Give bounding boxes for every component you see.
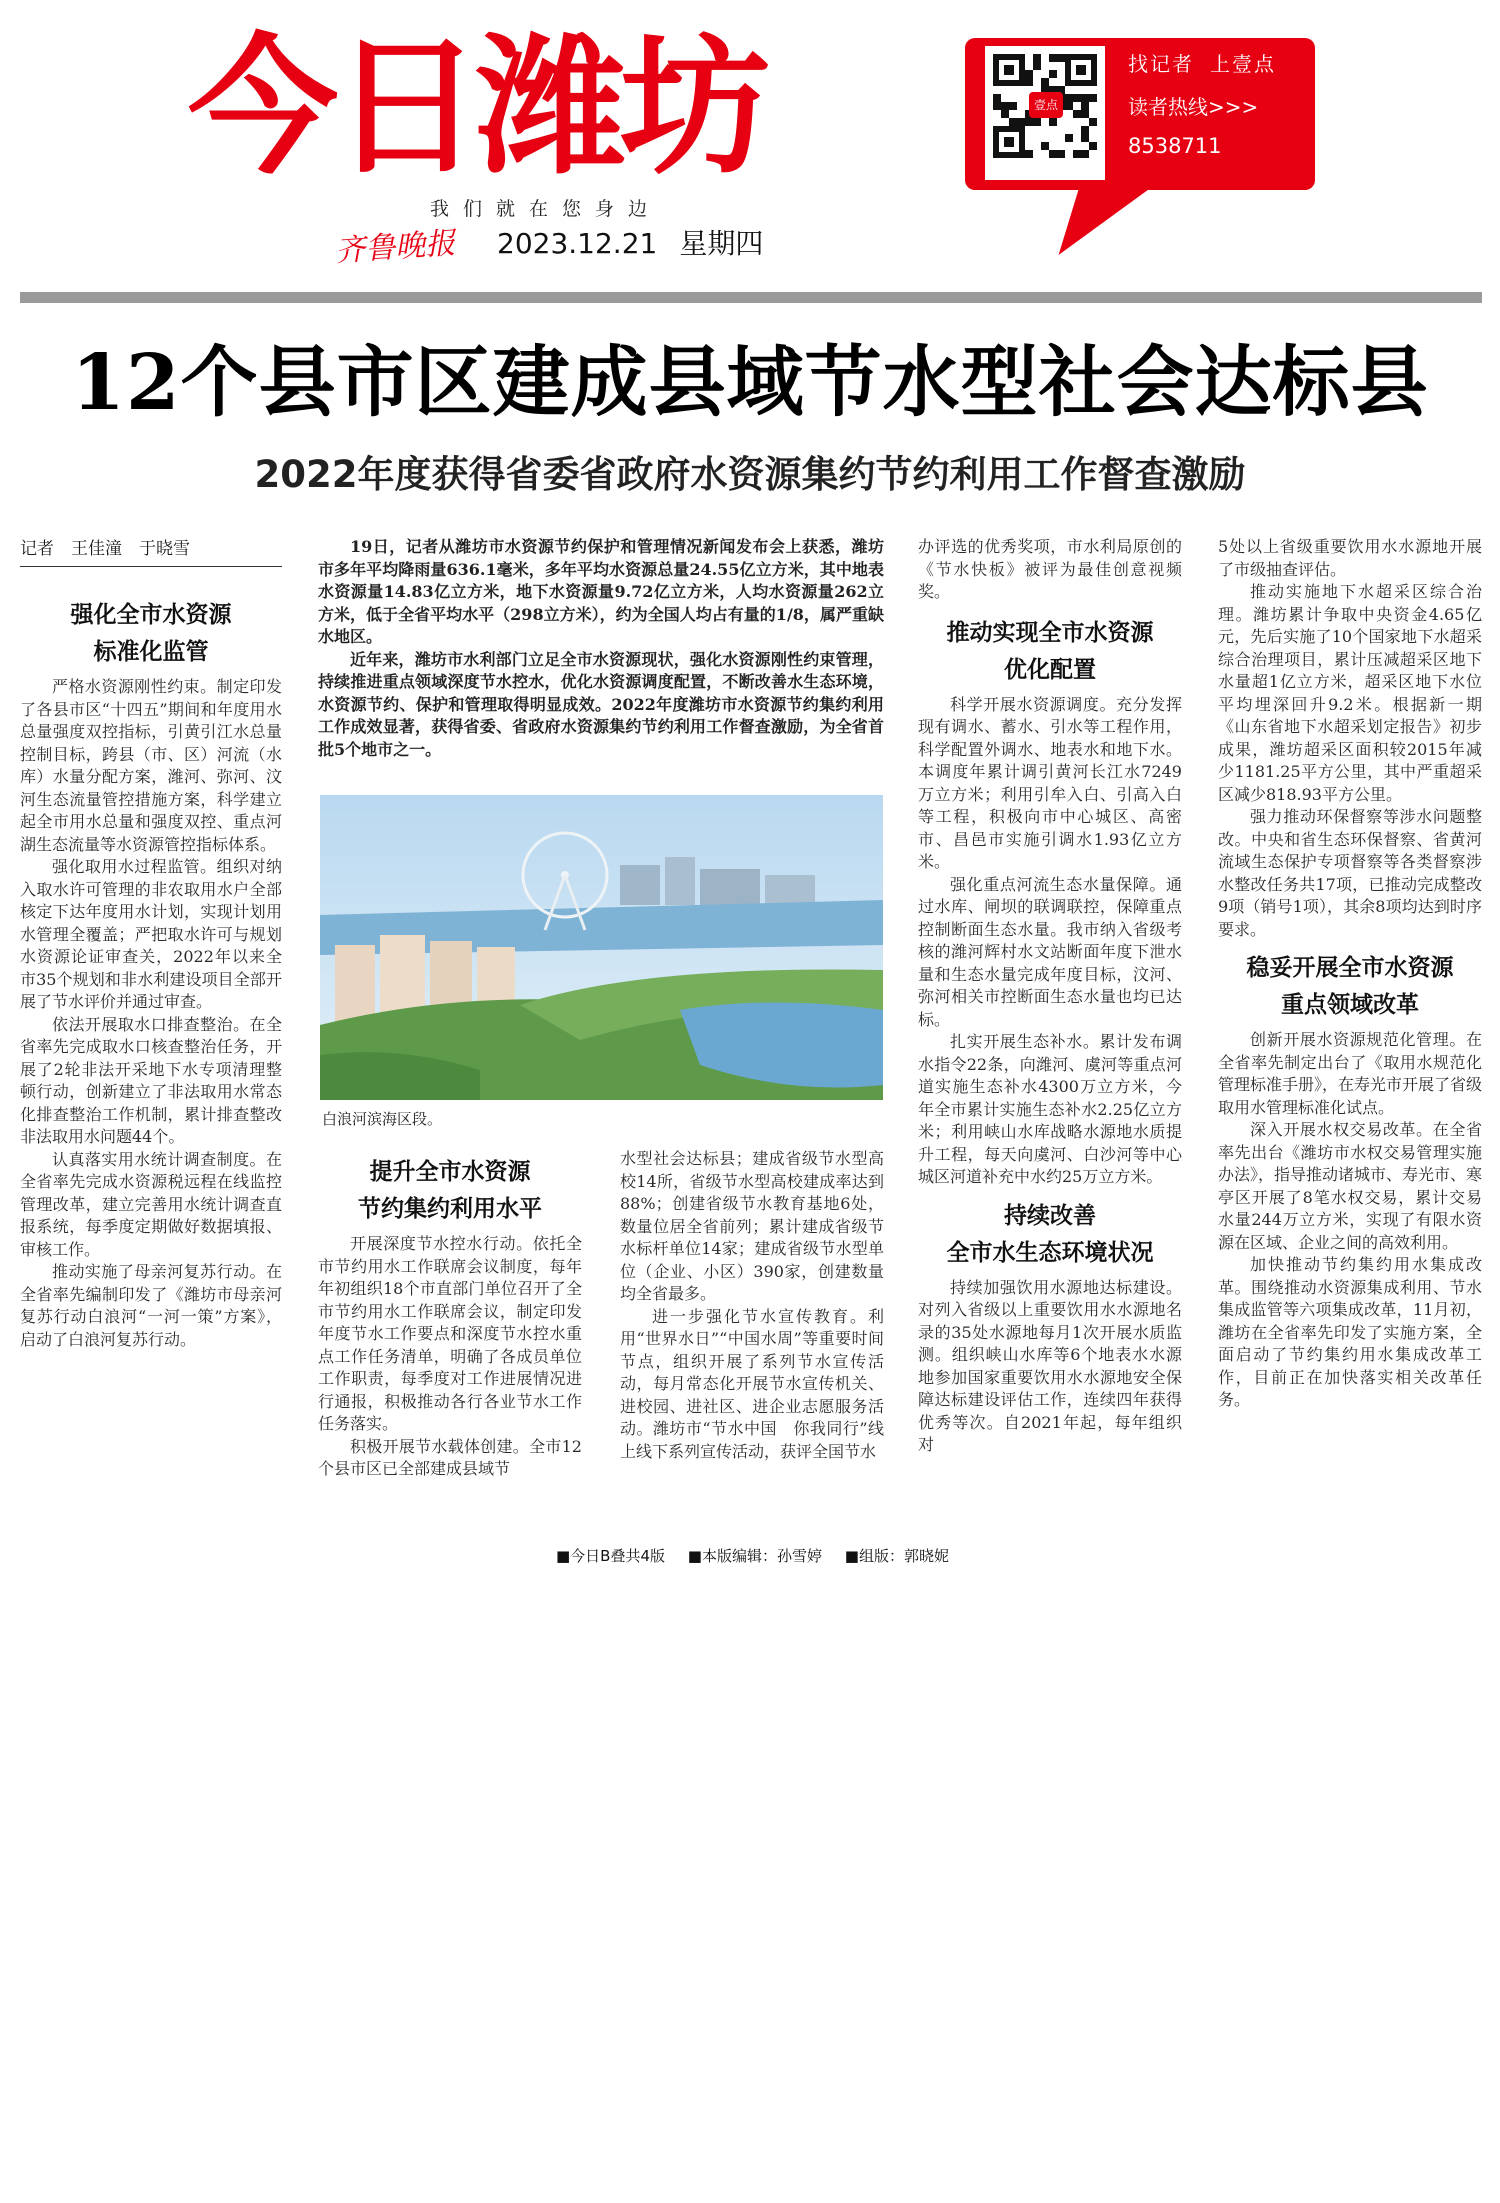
promo-text	[1128, 48, 1308, 158]
article-subheadline: 2022年度获得省委省政府水资源集约节约利用工作督查激励	[254, 453, 1246, 496]
qr-finder-icon	[993, 126, 1025, 158]
body-paragraph: 科学开展水资源调度。充分发挥现有调水、蓄水、引水等工程作用，科学配置外调水、地表水和地下水。本调度年累计调引黄河长江水7249万立方米；利用引牟入白、引高入白等工程，积极向市中心城区、高密市、昌邑市实施引调水1.93亿立方米。	[918, 694, 1182, 871]
issue-date	[497, 222, 763, 262]
article-column-3	[620, 1148, 884, 1463]
newspaper-logo-title: 今日潍坊	[188, 21, 765, 195]
article-column-2	[318, 1153, 582, 1481]
weekday-text: 星期四	[679, 227, 764, 260]
photo-caption: 白浪河滨海区段。	[322, 1110, 443, 1128]
article-column-4	[918, 536, 1182, 1457]
body-paragraph: 推动实施地下水超采区综合治理。潍坊累计争取中央资金4.65亿元，先后实施了10个国家地下水超采综合治理项目，累计压减超采区地下水量超1亿立方米，超采区地下水位平均埋深回升9.2米。根据新一期《山东省地下水超采划定报告》初步成果，潍坊超采区面积较2015年减少1181.25平方公里，其中严重超采区减少818.93平方公里。	[1218, 582, 1482, 804]
body-paragraph: 创新开展水资源规范化管理。在全省率先制定出台了《取用水规范化管理标准手册》，在寿光市开展了省级取用水管理标准化试点。	[1218, 1030, 1483, 1117]
body-paragraph: 水型社会达标县；建成省级节水型高校14所，省级节水型高校建成率达到88%；创建省级节水教育基地6处，数量位居全省前列；累计建成省级节水标杆单位14家；建成省级节水型单位（企业、小区）390家，创建数量均全省最多。	[620, 1149, 884, 1303]
article-photo	[320, 795, 883, 1100]
masthead	[0, 0, 1500, 300]
qr-finder-icon	[1065, 54, 1097, 86]
body-paragraph: 推动实施了母亲河复苏行动。在全省率先编制印发了《潍坊市母亲河复苏行动白浪河“一河一策”方案》，启动了白浪河复苏行动。	[20, 1262, 282, 1349]
footer-editor: ■本版编辑：孙雪婷	[687, 1547, 822, 1565]
body-paragraph: 5处以上省级重要饮用水水源地开展了市级抽查评估。	[1218, 537, 1482, 579]
body-paragraph: 进一步强化节水宣传教育。利用“世界水日”“中国水周”等重要时间节点，组织开展了系列节水宣传活动，每月常态化开展节水宣传机关、进校园、进社区、进企业志愿服务活动。潍坊市“节水中国 你我同行”线上线下系列宣传活动，获评全国节水	[620, 1306, 884, 1461]
promo-hotline-number: 8538711	[1128, 134, 1222, 158]
lead-paragraph: 19日，记者从潍坊市水资源节约保护和管理情况新闻发布会上获悉，潍坊市多年平均降雨量636.1毫米，多年平均水资源总量24.55亿立方米，其中地表水资源量14.83亿立方米，地下水资源量9.72亿立方米，人均水资源量262立方米，低于全省平均水平（298立方米），约为全国人均占有量的1/8，属严重缺水地区。	[318, 537, 884, 646]
footer-edition: ■今日B叠共4版	[556, 1547, 666, 1565]
body-paragraph: 强化重点河流生态水量保障。通过水库、闸坝的联调联控，保障重点控制断面生态水量。我市纳入省级考核的潍河辉村水文站断面年度下泄水量和生态水量完成年度目标，汶河、弥河相关市控断面生态水量也均已达标。	[918, 874, 1182, 1029]
body-paragraph: 积极开展节水载体创建。全市12个县市区已全部建成县域节	[318, 1436, 582, 1478]
body-paragraph: 加快推动节约集约用水集成改革。围绕推动水资源集成利用、节水集成监管等六项集成改革，11月初，潍坊在全省率先印发了实施方案，全面启动了节约集约用水集成改革工作，目前正在加快落实相关改革任务。	[1218, 1255, 1482, 1409]
riverside-scene-image	[320, 795, 883, 1100]
page-footer-credits	[556, 1545, 967, 1566]
body-paragraph: 扎实开展生态补水。累计发布调水指令22条，向潍河、虞河等重点河道实施生态补水4300万立方米，今年全市累计实施生态补水2.25亿立方米；利用峡山水库战略水源地水质提升工程，每天向虞河、白沙河等中心城区河道补充中水约25万立方米。	[918, 1032, 1182, 1186]
body-paragraph: 严格水资源刚性约束。制定印发了各县市区“十四五”期间和年度用水总量强度双控指标，引黄引江水总量控制目标，跨县（市、区）河流（水库）水量分配方案，潍河、弥河、汶河生态流量管控措施方案，科学建立起全市用水总量和强度双控、重点河湖生态流量等水资源管控指标体系。	[20, 677, 282, 854]
article-headline: 12个县市区建成县域节水型社会达标县	[71, 338, 1429, 428]
promo-hotline-label: 读者热线>>>	[1128, 95, 1259, 119]
footer-layout: ■组版：郭晓妮	[844, 1547, 949, 1565]
section-heading: 稳妥开展全市水资源 重点领域改革	[1246, 954, 1454, 1018]
date-text: 2023.12.21	[497, 227, 658, 260]
body-paragraph: 办评选的优秀奖项，市水利局原创的《节水快板》被评为最佳创意视频奖。	[918, 537, 1182, 601]
body-paragraph: 依法开展取水口排查整治。在全省率先完成取水口核查整治任务，开展了2轮非法开采地下水专项清理整顿行动，创新建立了非法取用水常态化排查整治工作机制，累计排查整改非法取用水问题44个。	[20, 1014, 282, 1146]
body-paragraph: 开展深度节水控水行动。依托全市节约用水工作联席会议制度，每年年初组织18个市直部门单位召开了全市节约用水工作联席会议，制定印发年度节水工作要点和深度节水控水重点工作任务清单，明确了各成员单位工作职责，每季度对工作进展情况进行通报，积极推动各行各业节水工作任务落实。	[318, 1234, 582, 1433]
qr-finder-icon	[993, 54, 1025, 86]
body-paragraph: 强化取用水过程监管。组织对纳入取水许可管理的非农取用水户全部核定下达年度用水计划，实现计划用水管理全覆盖；严把取水许可与规划水资源论证审查关，2022年以来全市35个规划和非水利建设项目全部开展了节水评价并通过审查。	[20, 857, 282, 1011]
section-heading: 提升全市水资源 节约集约利用水平	[358, 1158, 542, 1222]
masthead-divider	[20, 292, 1482, 303]
reporter-byline: 记者 王佳潼 于晓雪	[20, 536, 282, 567]
section-heading: 推动实现全市水资源 优化配置	[946, 618, 1154, 683]
article-lead	[318, 536, 884, 761]
sub-brand-logo: 齐鲁晚报	[334, 225, 457, 270]
promo-speech-tail	[1019, 180, 1162, 255]
slogan: 我们就在您身边	[430, 198, 662, 220]
article-column-1	[20, 596, 282, 1351]
body-paragraph: 认真落实用水统计调查制度。在全省率先完成水资源税远程在线监控管理改革，建立完善用水统计调查直报系统，每季度定期做好数据填报、审核工作。	[20, 1149, 282, 1259]
qr-center-logo: 壹点	[1029, 92, 1063, 118]
qr-code-icon[interactable]	[985, 46, 1105, 180]
lead-paragraph: 近年来，潍坊市水利部门立足全市水资源现状，强化水资源刚性约束管理，持续推进重点领域深度节水控水，优化水资源调度配置，不断改善水生态环境，水资源节约、保护和管理取得明显成效。2022年度潍坊市水资源节约集约利用工作成效显著，获得省委、省政府水资源集约节约利用工作督查激励，为全省首批5个地市之一。	[318, 649, 884, 759]
section-heading: 持续改善 全市水生态环境状况	[946, 1201, 1154, 1266]
body-paragraph: 持续加强饮用水源地达标建设。对列入省级以上重要饮用水水源地名录的35处水源地每月1次开展水质监测。组织峡山水库等6个地表水水源地参加国家重要饮用水水源地安全保障达标建设评估工作，连续四年获得优秀等次。自2021年起，每年组织对	[918, 1277, 1182, 1454]
section-heading: 强化全市水资源 标准化监管	[70, 601, 232, 665]
article-column-5	[1218, 536, 1482, 1412]
body-paragraph: 强力推动环保督察等涉水问题整改。中央和省生态环保督察、省黄河流域生态保护专项督察等各类督察涉水整改任务共17项，已推动完成整改9项（销号1项），其余8项均达到时序要求。	[1218, 807, 1482, 939]
body-paragraph: 深入开展水权交易改革。在全省率先出台《潍坊市水权交易管理实施办法》，指导推动诸城市、寿光市、寒亭区开展了8笔水权交易，累计交易水量244万立方米，实现了有限水资源在区域、企业之间的高效利用。	[1218, 1120, 1483, 1252]
promo-line-find-reporter: 找记者 上壹点	[1128, 52, 1276, 76]
